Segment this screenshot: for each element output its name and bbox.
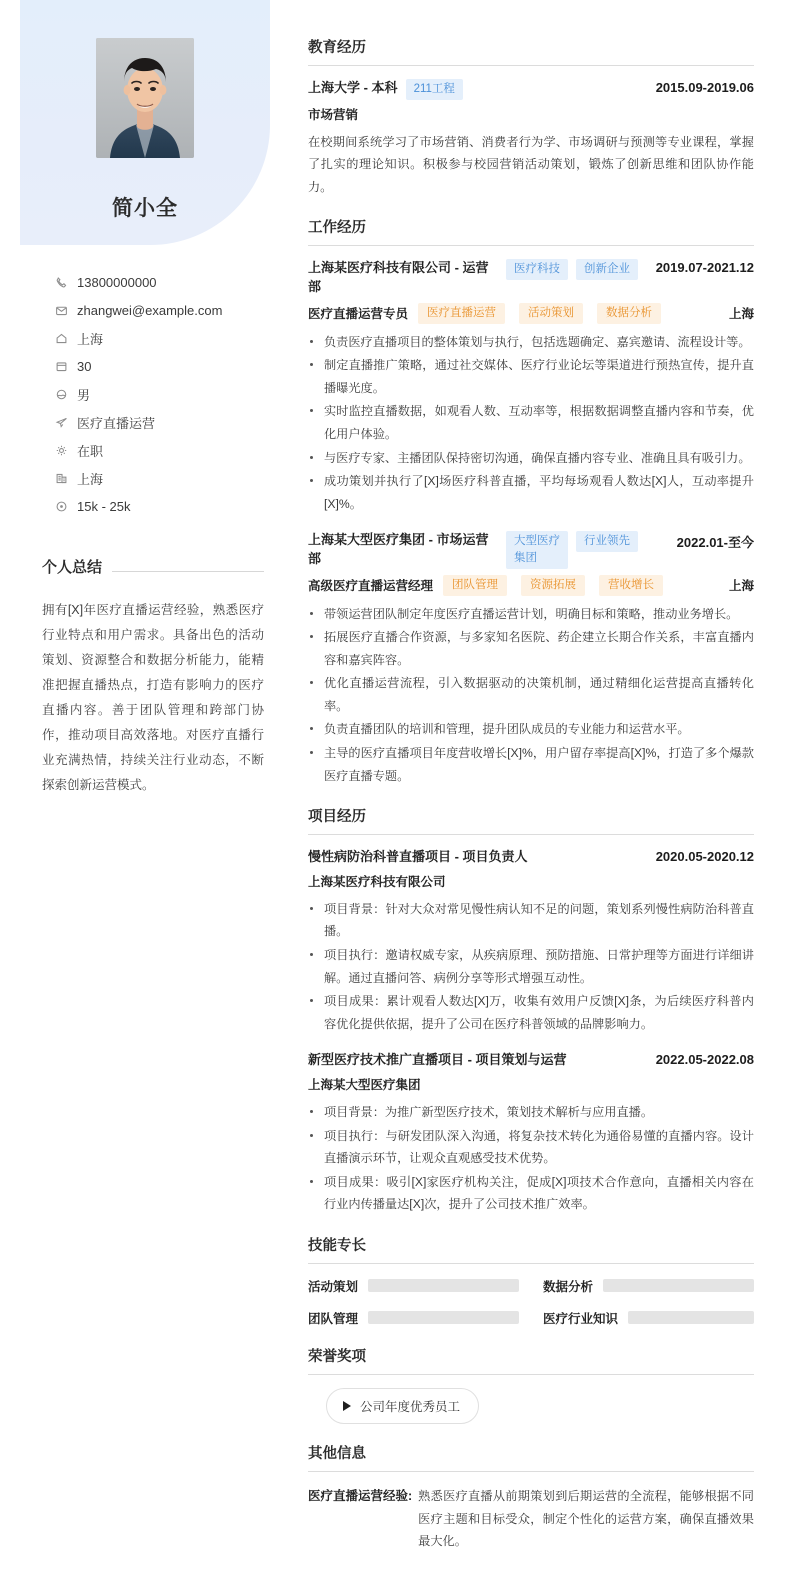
project-date: 2022.05-2022.08	[655, 1052, 754, 1068]
entry-main	[308, 259, 648, 297]
contact-value: 13800000000	[77, 274, 157, 290]
main-content	[290, 0, 794, 1587]
project-name: 慢性病防治科普直播项目 - 项目负责人	[308, 849, 528, 865]
skill-row	[543, 1309, 754, 1327]
role-title: 高级医疗直播运营经理	[308, 579, 434, 594]
section-work	[308, 216, 754, 787]
education-date: 2015.09-2019.06	[655, 80, 754, 95]
other-info-label: 医疗直播运营经验:	[308, 1488, 413, 1503]
bullet-item: 项目成果：累计观看人数达[X]万，收集有效用户反馈[X]条，为后续医疗科普内容优化提供依据，提升了公司在医疗科普领域的品牌影响力。	[308, 990, 754, 1035]
company-tag: 行业领先	[576, 531, 638, 552]
education-description: 在校期间系统学习了市场营销、消费者行为学、市场调研与预测等专业课程，掌握了扎实的理论知识。积极参与校园营销活动策划，锻炼了创新思维和团队协作能力。	[308, 134, 754, 194]
skill-name: 活动策划	[308, 1279, 359, 1294]
role-tag: 活动策划	[519, 303, 583, 324]
contact-value: 上海	[77, 471, 104, 487]
company-tag: 医疗科技	[506, 259, 568, 280]
avatar-container	[20, 38, 270, 158]
contact-item-gender	[55, 380, 290, 408]
section-skills	[308, 1234, 754, 1327]
skill-bar	[368, 1311, 519, 1324]
personal-summary-section	[0, 556, 290, 798]
summary-text: 拥有[X]年医疗直播运营经验，熟悉医疗行业特点和用户需求。具备出色的活动策划、资源整合和数据分析能力，能精准把握直播热点，打造有影响力的医疗直播内容。善于团队管理和跨部门协作，推动项目高效落地。对医疗直播行业充满热情，持续关注行业动态，不断探索创新运营模式。	[42, 603, 264, 792]
company-tag: 大型医疗集团	[506, 531, 568, 568]
project-entry	[308, 848, 754, 1035]
work-location: 上海	[728, 579, 754, 594]
section-title-work: 工作经历	[308, 216, 754, 246]
skill-name: 医疗行业知识	[543, 1311, 619, 1326]
skill-grid	[308, 1277, 754, 1327]
role-tag-list	[418, 303, 719, 324]
section-title-skills: 技能专长	[308, 1234, 754, 1264]
contact-value: 在职	[77, 443, 104, 459]
project-bullet-list	[308, 898, 754, 1035]
bullet-item: 成功策划并执行了[X]场医疗科普直播，平均每场观看人数达[X]人，互动率提升[X]%。	[308, 470, 754, 515]
bullet-item: 项目背景：为推广新型医疗技术，策划技术解析与应用直播。	[308, 1101, 754, 1124]
entry-header	[308, 1051, 754, 1070]
entry-header	[308, 79, 754, 100]
work-date: 2022.01-至今	[676, 535, 754, 551]
summary-title: 个人总结	[42, 559, 103, 576]
entry-main	[308, 531, 669, 569]
skill-row	[308, 1277, 519, 1295]
contact-value: 15k - 25k	[77, 498, 131, 514]
bullet-item: 带领运营团队制定年度医疗直播运营计划，明确目标和策略，推动业务增长。	[308, 603, 754, 626]
entry-header	[308, 531, 754, 569]
sidebar	[0, 0, 290, 1587]
project-name: 新型医疗技术推广直播项目 - 项目策划与运营	[308, 1052, 567, 1068]
target-icon	[55, 500, 75, 513]
section-awards	[308, 1345, 754, 1424]
bullet-item: 拓展医疗直播合作资源，与多家知名医院、药企建立长期合作关系，丰富直播内容和嘉宾阵容。	[308, 626, 754, 671]
contact-value: 上海	[77, 331, 104, 347]
skill-row	[308, 1309, 519, 1327]
role-tag: 团队管理	[443, 575, 507, 596]
section-title-education: 教育经历	[308, 36, 754, 66]
divider	[112, 571, 264, 572]
contact-value: 医疗直播运营	[77, 415, 156, 431]
education-tag: 211工程	[406, 79, 463, 100]
section-education	[308, 36, 754, 198]
contact-item-location	[55, 324, 290, 352]
role-row	[308, 303, 754, 324]
role-tag: 资源拓展	[521, 575, 585, 596]
envelope-icon	[55, 304, 75, 317]
skill-row	[543, 1277, 754, 1295]
contact-item-city	[55, 464, 290, 492]
bullet-item: 项目背景：针对大众对常见慢性病认知不足的问题，策划系列慢性病防治科普直播。	[308, 898, 754, 943]
contact-item-phone	[55, 268, 290, 296]
role-tag: 营收增长	[599, 575, 663, 596]
skill-name: 团队管理	[308, 1311, 359, 1326]
entry-header	[308, 848, 754, 867]
school-name: 上海大学 - 本科	[308, 80, 398, 95]
company-name: 上海某医疗科技有限公司 - 运营部	[308, 260, 489, 295]
award-item-button[interactable]	[326, 1388, 479, 1424]
bullet-item: 负责直播团队的培训和管理，提升团队成员的专业能力和运营水平。	[308, 718, 754, 741]
section-other-info	[308, 1442, 754, 1553]
contact-item-status	[55, 436, 290, 464]
work-date: 2019.07-2021.12	[655, 260, 754, 276]
building-icon	[55, 472, 75, 485]
skill-bar	[368, 1279, 519, 1292]
role-tag-list	[443, 575, 719, 596]
bullet-item: 负责医疗直播项目的整体策划与执行，包括选题确定、嘉宾邀请、流程设计等。	[308, 331, 754, 354]
person-name: 简小全	[112, 197, 178, 220]
entry-main	[308, 848, 648, 867]
bullet-item: 与医疗专家、主播团队保持密切沟通，确保直播内容专业、准确且具有吸引力。	[308, 447, 754, 470]
bullet-item: 项目执行：与研发团队深入沟通，将复杂技术转化为通俗易懂的直播内容。设计直播演示环节，让观众直观感受技术优势。	[308, 1125, 754, 1170]
company-tag: 创新企业	[576, 259, 638, 280]
bullet-item: 项目执行：邀请权威专家，从疾病原理、预防措施、日常护理等方面进行详细讲解。通过直播问答、病例分享等形式增强互动性。	[308, 944, 754, 989]
contact-list	[0, 268, 290, 520]
contact-item-age	[55, 352, 290, 380]
project-bullet-list	[308, 1101, 754, 1216]
triangle-right-icon	[343, 1401, 351, 1411]
contact-item-email	[55, 296, 290, 324]
bullet-item: 实时监控直播数据，如观看人数、互动率等，根据数据调整直播内容和节奏，优化用户体验。	[308, 400, 754, 445]
section-title-other: 其他信息	[308, 1442, 754, 1472]
avatar	[96, 38, 194, 158]
home-icon	[55, 332, 75, 345]
other-info-value: 熟悉医疗直播从前期策划到后期运营的全流程，能够根据不同医疗主题和目标受众，制定个性化的运营方案，确保直播效果最大化。	[418, 1488, 754, 1549]
summary-title-row	[42, 556, 264, 584]
contact-item-salary	[55, 492, 290, 520]
contact-item-position	[55, 408, 290, 436]
bullet-item: 制定直播推广策略，通过社交媒体、医疗行业论坛等渠道进行预热宣传，提升直播曝光度。	[308, 354, 754, 399]
work-entry	[308, 259, 754, 515]
entry-main	[308, 1051, 648, 1070]
project-date: 2020.05-2020.12	[655, 849, 754, 865]
project-org: 上海某医疗科技有限公司	[308, 874, 446, 889]
section-title-projects: 项目经历	[308, 805, 754, 835]
bullet-item: 主导的医疗直播项目年度营收增长[X]%，用户留存率提高[X]%，打造了多个爆款医疗直播专题。	[308, 742, 754, 787]
paper-plane-icon	[55, 416, 75, 429]
role-tag: 数据分析	[597, 303, 661, 324]
company-name: 上海某大型医疗集团 - 市场运营部	[308, 532, 489, 567]
project-org: 上海某大型医疗集团	[308, 1078, 421, 1093]
bullet-item: 项目成果：吸引[X]家医疗机构关注，促成[X]项技术合作意向，直播相关内容在行业内传播量达[X]次，提升了公司技术推广效率。	[308, 1171, 754, 1216]
project-entry	[308, 1051, 754, 1216]
education-major: 市场营销	[308, 107, 359, 122]
role-tag: 医疗直播运营	[418, 303, 505, 324]
role-title: 医疗直播运营专员	[308, 307, 409, 322]
education-entry	[308, 79, 754, 198]
skill-bar	[628, 1311, 754, 1324]
bullet-item: 优化直播运营流程，引入数据驱动的决策机制，通过精细化运营提高直播转化率。	[308, 672, 754, 717]
gear-icon	[55, 444, 75, 457]
role-row	[308, 575, 754, 596]
portrait-photo-icon	[96, 38, 194, 158]
gender-icon	[55, 388, 75, 401]
work-bullet-list	[308, 331, 754, 516]
contact-value: 30	[77, 358, 92, 374]
skill-name: 数据分析	[543, 1279, 594, 1294]
work-location: 上海	[728, 307, 754, 322]
other-info-row	[308, 1485, 754, 1553]
skill-bar	[603, 1279, 754, 1292]
work-entry	[308, 531, 754, 787]
entry-main	[308, 79, 648, 100]
section-title-awards: 荣誉奖项	[308, 1345, 754, 1375]
phone-icon	[55, 276, 75, 289]
award-label: 公司年度优秀员工	[360, 1399, 461, 1414]
profile-hero-panel	[20, 0, 270, 245]
calendar-icon	[55, 360, 75, 373]
work-bullet-list	[308, 603, 754, 788]
section-projects	[308, 805, 754, 1216]
contact-value: 男	[77, 387, 91, 403]
entry-header	[308, 259, 754, 297]
contact-value: zhangwei@example.com	[77, 302, 223, 318]
